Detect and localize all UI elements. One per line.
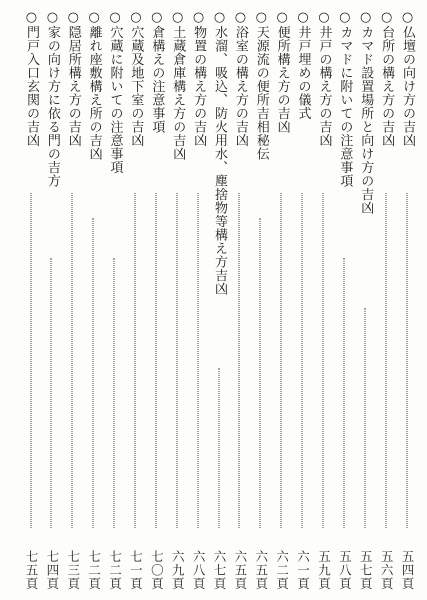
dot-leader bbox=[364, 308, 365, 528]
toc-entry-title: ○物置の構え方の吉凶 bbox=[191, 10, 207, 147]
toc-entry-page: 七〇頁 bbox=[149, 549, 165, 590]
toc-entry-title: ○天源流の便所吉相秘伝 bbox=[253, 10, 269, 161]
toc-entry-title: ○カマドに附いての注意事項 bbox=[337, 10, 353, 188]
toc-entry[interactable] bbox=[354, 10, 375, 590]
dot-leader bbox=[176, 193, 177, 528]
toc-entry-page: 七二頁 bbox=[86, 549, 102, 590]
dot-leader bbox=[260, 218, 261, 528]
toc-entry[interactable] bbox=[333, 10, 354, 590]
toc-entry[interactable] bbox=[250, 10, 271, 590]
toc-entry-title: ○台所の構え方の吉凶 bbox=[379, 10, 395, 147]
toc-entry-title: ○仏壇の向け方の吉凶 bbox=[400, 10, 415, 147]
toc-entry-title: ○離れ座敷構え所の吉凶 bbox=[86, 10, 102, 161]
toc-entry-page: 六九頁 bbox=[170, 549, 186, 590]
toc-entry-page: 六一頁 bbox=[295, 549, 311, 590]
toc-entry-page: 五九頁 bbox=[316, 549, 332, 590]
dot-leader bbox=[302, 193, 303, 528]
toc-entry-page: 六五頁 bbox=[232, 549, 248, 590]
dot-leader bbox=[218, 368, 219, 528]
dot-leader bbox=[72, 193, 73, 528]
toc-entry[interactable] bbox=[271, 10, 292, 590]
dot-leader bbox=[385, 193, 386, 528]
toc-entry[interactable] bbox=[20, 10, 41, 590]
toc-entry-page: 六八頁 bbox=[191, 549, 207, 590]
toc-entry-page: 七二頁 bbox=[107, 549, 123, 590]
toc-entry-title: ○井戸の構え方の吉凶 bbox=[316, 10, 332, 147]
toc-entry[interactable] bbox=[313, 10, 334, 590]
dot-leader bbox=[30, 193, 31, 528]
toc-entry[interactable] bbox=[145, 10, 166, 590]
toc-entry-page: 七三頁 bbox=[65, 549, 81, 590]
dot-leader bbox=[322, 193, 323, 528]
toc-entry-title: ○穴蔵に附いての注意事項 bbox=[107, 10, 123, 174]
toc-entry-title: ○隠居所構え方の吉凶 bbox=[65, 10, 81, 147]
dot-leader bbox=[51, 258, 52, 528]
toc-entry[interactable] bbox=[187, 10, 208, 590]
toc-entry-title: ○カマド設置場所と向け方の吉凶 bbox=[358, 10, 374, 215]
toc-entry[interactable] bbox=[208, 10, 229, 590]
toc-entry[interactable] bbox=[83, 10, 104, 590]
toc-entry-title: ○穴蔵及地下室の吉凶 bbox=[128, 10, 144, 147]
toc-entry-page: 六七頁 bbox=[211, 549, 227, 590]
toc-entry-title: ○家の向け方に依る門の吉方 bbox=[44, 10, 60, 188]
toc-entry[interactable] bbox=[166, 10, 187, 590]
toc-entry-title: ○井戸埋めの儀式 bbox=[295, 10, 311, 120]
dot-leader bbox=[93, 218, 94, 528]
toc-entry-page: 五四頁 bbox=[400, 549, 415, 590]
toc-entry-page: 七一頁 bbox=[128, 549, 144, 590]
toc-entry[interactable] bbox=[292, 10, 313, 590]
toc-entry-page: 六二頁 bbox=[274, 549, 290, 590]
toc-entry[interactable] bbox=[396, 10, 417, 590]
toc-entry[interactable] bbox=[62, 10, 83, 590]
dot-leader bbox=[134, 193, 135, 528]
dot-leader bbox=[239, 193, 240, 528]
toc-entry-page: 七五頁 bbox=[23, 549, 39, 590]
toc-entry-title: ○土蔵倉庫構え方の吉凶 bbox=[170, 10, 186, 161]
dot-leader bbox=[281, 193, 282, 528]
toc-entry-title: ○便所構え方の吉凶 bbox=[274, 10, 290, 134]
toc-entry[interactable] bbox=[41, 10, 62, 590]
toc-entry-title: ○水溜、吸込、防火用水、塵捨物等構え方吉凶 bbox=[211, 10, 227, 296]
toc-entry[interactable] bbox=[104, 10, 125, 590]
toc-entry[interactable] bbox=[229, 10, 250, 590]
toc-entry-page: 五六頁 bbox=[379, 549, 395, 590]
dot-leader bbox=[155, 193, 156, 528]
toc-entry-page: 五七頁 bbox=[358, 549, 374, 590]
table-of-contents bbox=[20, 10, 417, 590]
dot-leader bbox=[406, 193, 407, 528]
toc-entry[interactable] bbox=[375, 10, 396, 590]
dot-leader bbox=[343, 258, 344, 528]
toc-entry-title: ○浴室の構え方の吉凶 bbox=[232, 10, 248, 147]
toc-entry-page: 七四頁 bbox=[44, 549, 60, 590]
dot-leader bbox=[114, 258, 115, 528]
dot-leader bbox=[197, 193, 198, 528]
toc-entry-page: 六五頁 bbox=[253, 549, 269, 590]
toc-entry-title: ○倉構えの注意事項 bbox=[149, 10, 165, 134]
toc-entry-title: ○門戸入口玄関の吉凶 bbox=[23, 10, 39, 147]
toc-entry-page: 五八頁 bbox=[337, 549, 353, 590]
toc-entry[interactable] bbox=[125, 10, 146, 590]
